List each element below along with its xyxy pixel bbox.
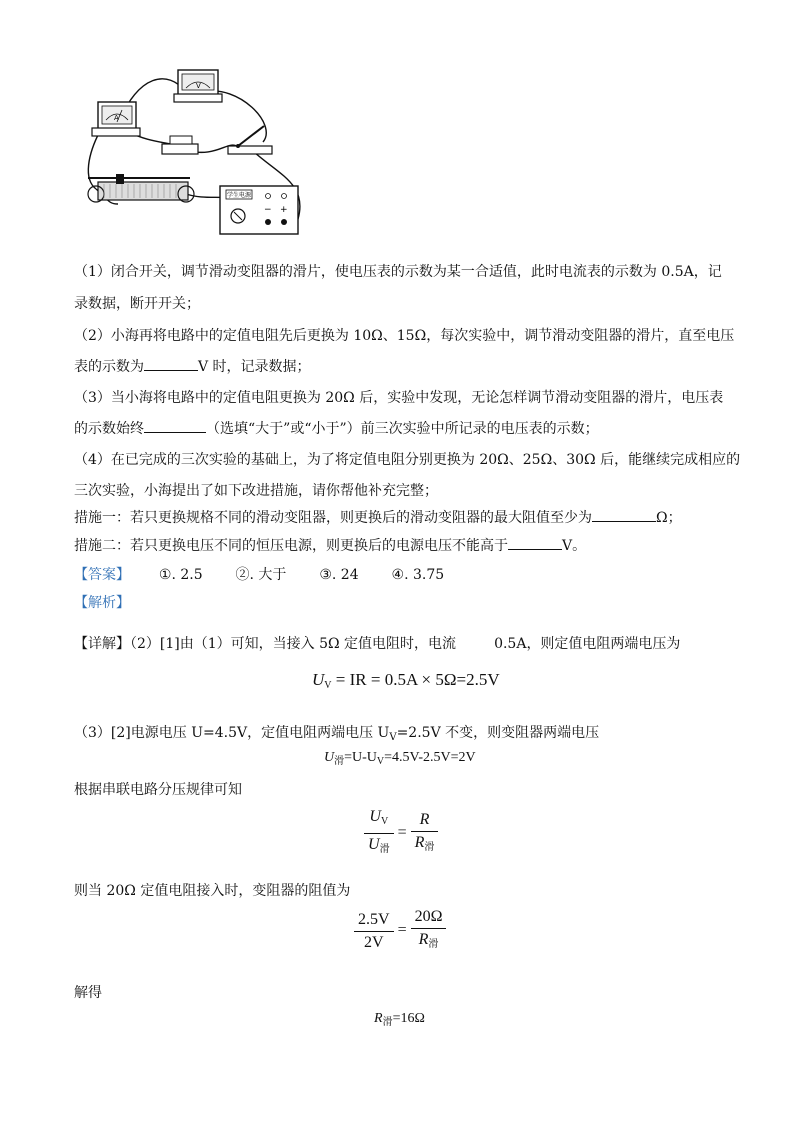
q2-line1: （2）小海再将电路中的定值电阻先后更换为 10Ω、15Ω，每次实验中，调节滑动变阻器的滑片，直至电压 (74, 328, 735, 344)
answer-blank-3[interactable] (592, 507, 656, 522)
resistor-icon (162, 136, 198, 154)
q4-line1: （4）在已完成的三次实验的基础上，为了将定值电阻分别更换为 20Ω、25Ω、30Ω 后，能继续完成相应的 (74, 452, 741, 468)
circuit-apparatus-figure (78, 64, 318, 244)
answer-item-3: ③. 24 (319, 567, 359, 583)
detail-line: 【详解】（2）[1]由（1）可知，当接入 5Ω 定值电阻时，电流 0.5A，则定值电阻两端电压为 (74, 636, 681, 652)
answer-blank-2[interactable] (144, 418, 206, 433)
when-text: 则当 20Ω 定值电阻接入时，变阻器的阻值为 (74, 883, 351, 899)
voltmeter-symbol: V (196, 82, 201, 90)
equation-3: $\frac{U_V}{U_滑}$ = $\frac{R}{R_滑}$ (364, 806, 438, 861)
answer-line (74, 565, 444, 585)
answer-item-4: ④. 3.75 (391, 567, 445, 583)
answer-blank-4[interactable] (508, 535, 562, 550)
q3-line1: （3）当小海将电路中的定值电阻更换为 20Ω 后，实验中发现，无论怎样调节滑动变阻器的滑片，电压表 (74, 390, 724, 406)
rule-text: 根据串联电路分压规律可知 (74, 782, 242, 798)
measure-2: 措施二：若只更换电压不同的恒压电源，则更换后的电源电压不能高于 V。 (74, 535, 586, 556)
answer-label: 【答案】 (74, 567, 130, 583)
q3-line2: 的示数始终 （选填“大于”或“小于”）前三次实验中所记录的电压表的示数； (74, 418, 599, 439)
result-equation: $R_滑=16\Omega$ (374, 1011, 425, 1028)
answer-blank-1[interactable] (144, 356, 198, 371)
ammeter-symbol: A (114, 114, 119, 122)
terminal-minus: − (264, 205, 272, 215)
measure-1: 措施一：若只更换规格不同的滑动变阻器，则更换后的滑动变阻器的最大阻值至少为 Ω； (74, 507, 682, 528)
ammeter-icon (92, 102, 140, 136)
detail-label: 【详解】 (74, 636, 130, 652)
analysis-label: 【解析】 (74, 595, 130, 611)
power-supply-label: 学生电源 (227, 192, 252, 199)
q4-line2: 三次实验，小海提出了如下改进措施，请你帮他补充完整； (74, 483, 438, 499)
equation-1: $U_V$ = IR = 0.5A × 5Ω=2.5V (312, 670, 500, 691)
equation-2: $U_滑=U-U_V=4.5V-2.5V=2V$ (324, 750, 476, 767)
q1-line1: （1）闭合开关，调节滑动变阻器的滑片，使电压表的示数为某一合适值，此时电流表的示数为 0.5A，记 (74, 264, 722, 280)
answer-item-2: ②. 大于 (235, 567, 287, 583)
power-supply-icon (220, 186, 298, 234)
terminal-plus: + (280, 205, 288, 215)
q2-line2: 表的示数为 V 时，记录数据； (74, 356, 311, 377)
q1-line2: 录数据，断开开关； (74, 296, 200, 312)
p3-line: （3）[2]电源电压 U=4.5V，定值电阻两端电压 $U_V=2.5V$ 不变，则变阻器两端电压 (74, 725, 600, 743)
rheostat-icon (88, 174, 194, 202)
equation-4: $\frac{2.5V}{2V}$ = $\frac{20\Omega}{R_滑}$ (354, 906, 446, 956)
solve-text: 解得 (74, 985, 102, 1001)
voltmeter-icon (174, 70, 222, 102)
answer-item-1: ①. 2.5 (158, 567, 203, 583)
